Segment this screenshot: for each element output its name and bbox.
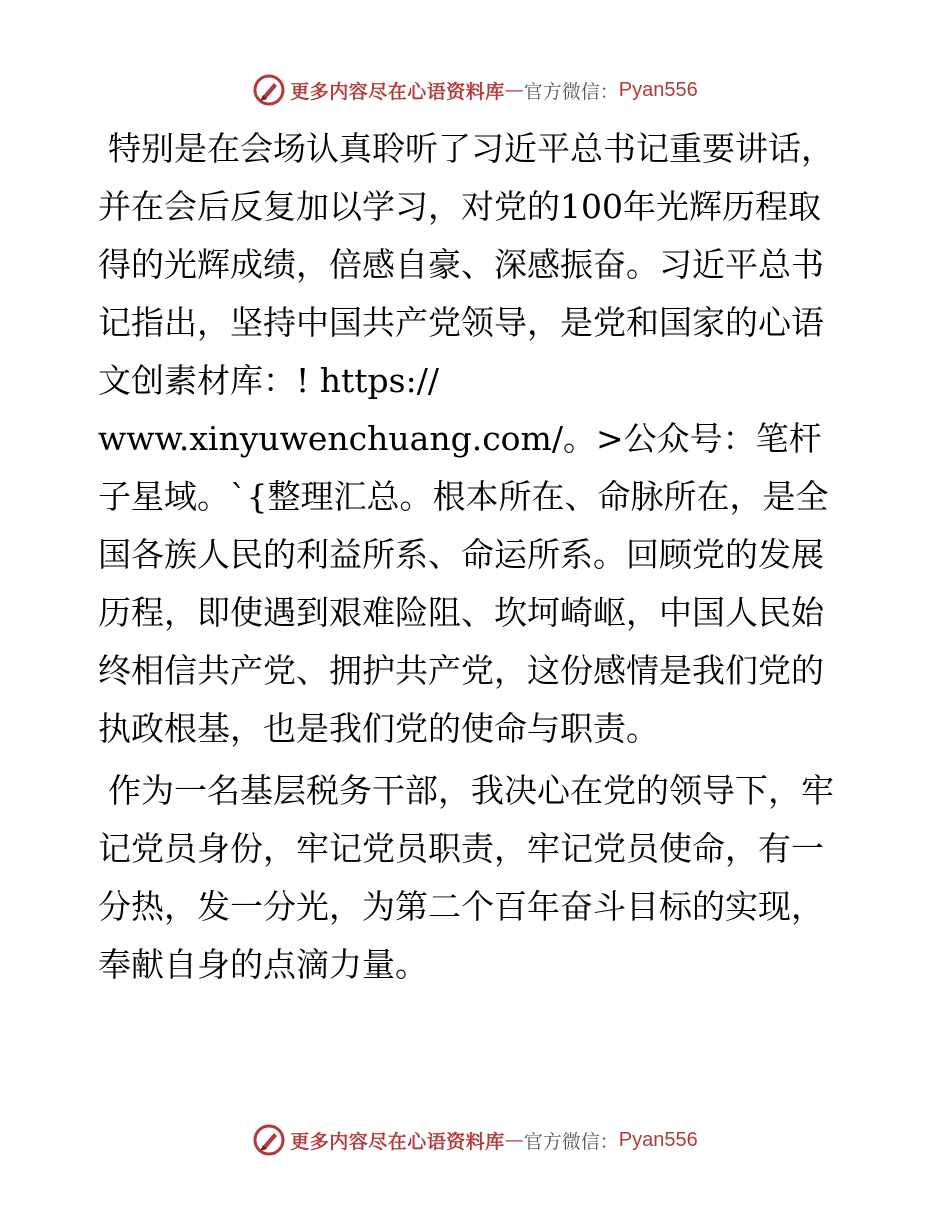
header-wechat-label: 官方微信： (523, 80, 619, 103)
header-separator: — (504, 79, 524, 101)
header-banner (0, 70, 950, 110)
footer-wechat-label: 官方微信： (523, 1130, 619, 1153)
header-wechat-id: Pyan556 (618, 78, 698, 101)
paragraph-2: 作为一名基层税务干部，我决心在党的领导下，牢记党员身份，牢记党员职责，牢记党员使命，有一分热，发一分光，为第二个百年奋斗目标的实现，奉献自身的点滴力量。 (98, 771, 834, 984)
pen-nib-logo-icon (252, 1123, 286, 1157)
document-body (98, 120, 850, 994)
footer-separator: — (504, 1129, 524, 1151)
pen-nib-logo-icon (252, 73, 286, 107)
footer-site-text: 更多内容尽在心语资料库 (290, 1130, 505, 1153)
paragraph-1: 特别是在会场认真聆听了习近平总书记重要讲话，并在会后反复加以学习，对党的100年光辉历程取得的光辉成绩，倍感自豪、深感振奋。习近平总书记指出，坚持中国共产党领导，是党和国家的心语文创素材库：! https:// www.xinyuwenchuang.com/。>公众号：笔杆子星域。`{整理汇总。根本所在、命脉所在，是全国各族人民的利益所系、命运所系。回顾党的发展历程，即使遇到艰难险阻、坎坷崎岖，中国人民始终相信共产党、拥护共产党，这份感情是我们党的执政根基，也是我们党的使命与职责。 (98, 129, 834, 748)
footer-wechat-id: Pyan556 (618, 1128, 698, 1151)
header-site-text: 更多内容尽在心语资料库 (290, 80, 505, 103)
footer-banner (0, 1120, 950, 1160)
